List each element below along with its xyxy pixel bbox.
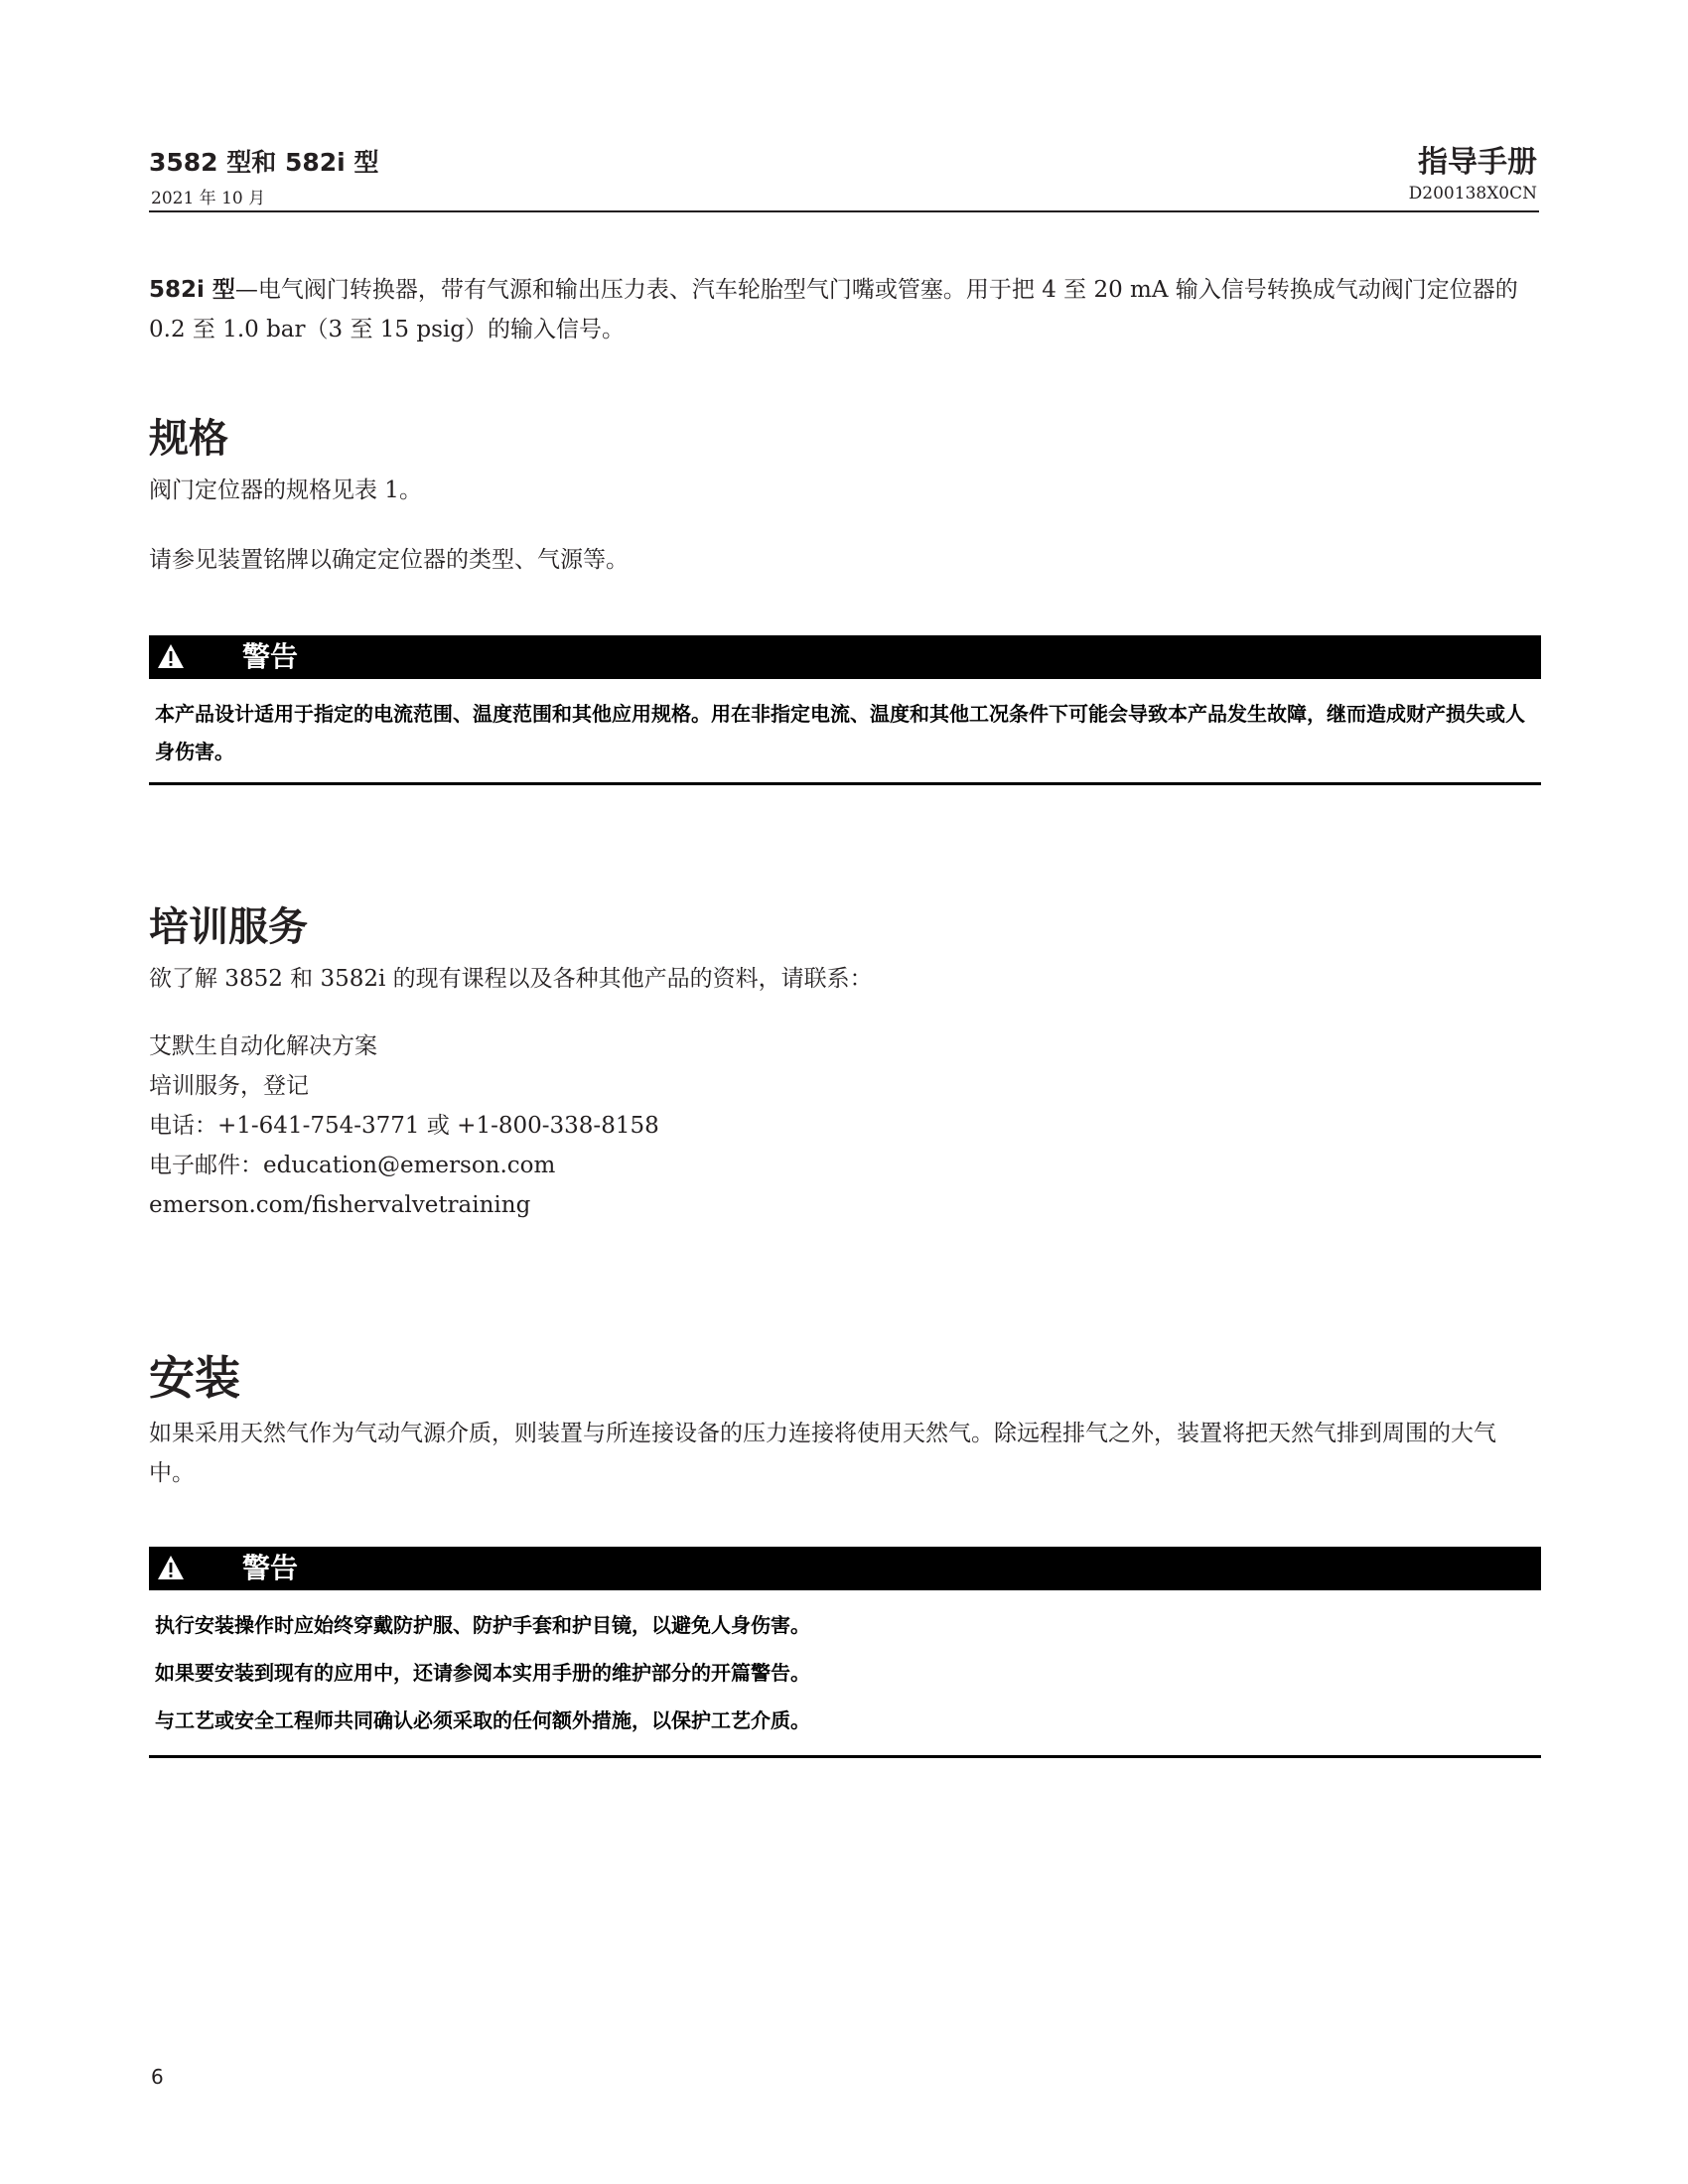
specs-heading: 规格 (149, 416, 228, 462)
warning-triangle-icon (157, 642, 185, 670)
warning-2-line-2: 如果要安装到现有的应用中，还请参阅本实用手册的维护部分的开篇警告。 (155, 1661, 810, 1685)
warning-triangle-icon (157, 1554, 185, 1581)
specs-paragraph-1: 阀门定位器的规格见表 1。 (149, 478, 422, 503)
warning-2-line-3: 与工艺或安全工程师共同确认必须采取的任何额外措施，以保护工艺介质。 (155, 1708, 810, 1732)
training-heading: 培训服务 (149, 904, 308, 950)
intro-paragraph (149, 270, 1539, 349)
warning-title: 警告 (242, 640, 299, 673)
contact-company: 艾默生自动化解决方案 (149, 1033, 377, 1059)
contact-email: 电子邮件：education@emerson.com (149, 1153, 556, 1178)
specs-paragraph-2: 请参见装置铭牌以确定定位器的类型、气源等。 (149, 547, 629, 573)
contact-website: emerson.com/fishervalvetraining (149, 1192, 531, 1218)
installation-heading: 安装 (149, 1351, 240, 1405)
contact-department: 培训服务，登记 (149, 1073, 309, 1099)
intro-text: —电气阀门转换器，带有气源和输出压力表、汽车轮胎型气门嘴或管塞。用于把 4 至 20 mA 输入信号转换成气动阀门定位器的 0.2 至 1.0 bar（3 至 15 psig）的输入信号。 (149, 277, 1518, 342)
warning-banner-2 (149, 1547, 1541, 1590)
warning-title-2: 警告 (242, 1552, 299, 1584)
warning-text: 本产品设计适用于指定的电流范围、温度范围和其他应用规格。用在非指定电流、温度和其他工况条件下可能会导致本产品发生故障，继而造成财产损失或人身伤害。 (155, 702, 1525, 763)
training-paragraph: 欲了解 3852 和 3582i 的现有课程以及各种其他产品的资料，请联系： (149, 966, 873, 992)
contact-phone: 电话：+1-641-754-3771 或 +1-800-338-8158 (149, 1113, 659, 1139)
warning-2-bottom-rule (149, 1755, 1541, 1758)
header-divider (149, 210, 1539, 212)
warning-bottom-rule (149, 782, 1541, 785)
document-date: 2021 年 10 月 (151, 189, 266, 208)
page-number: 6 (151, 2065, 164, 2089)
intro-model-label: 582i 型 (149, 277, 235, 303)
installation-paragraph: 如果采用天然气作为气动气源介质，则装置与所连接设备的压力连接将使用天然气。除远程排气之外，装置将把天然气排到周围的大气中。 (149, 1421, 1496, 1486)
warning-banner (149, 635, 1541, 679)
document-code: D200138X0CN (1408, 184, 1537, 204)
manual-type-title: 指导手册 (1418, 145, 1537, 180)
warning-2-line-1: 执行安装操作时应始终穿戴防护服、防护手套和护目镜，以避免人身伤害。 (155, 1613, 810, 1637)
document-model-title: 3582 型和 582i 型 (149, 148, 379, 177)
